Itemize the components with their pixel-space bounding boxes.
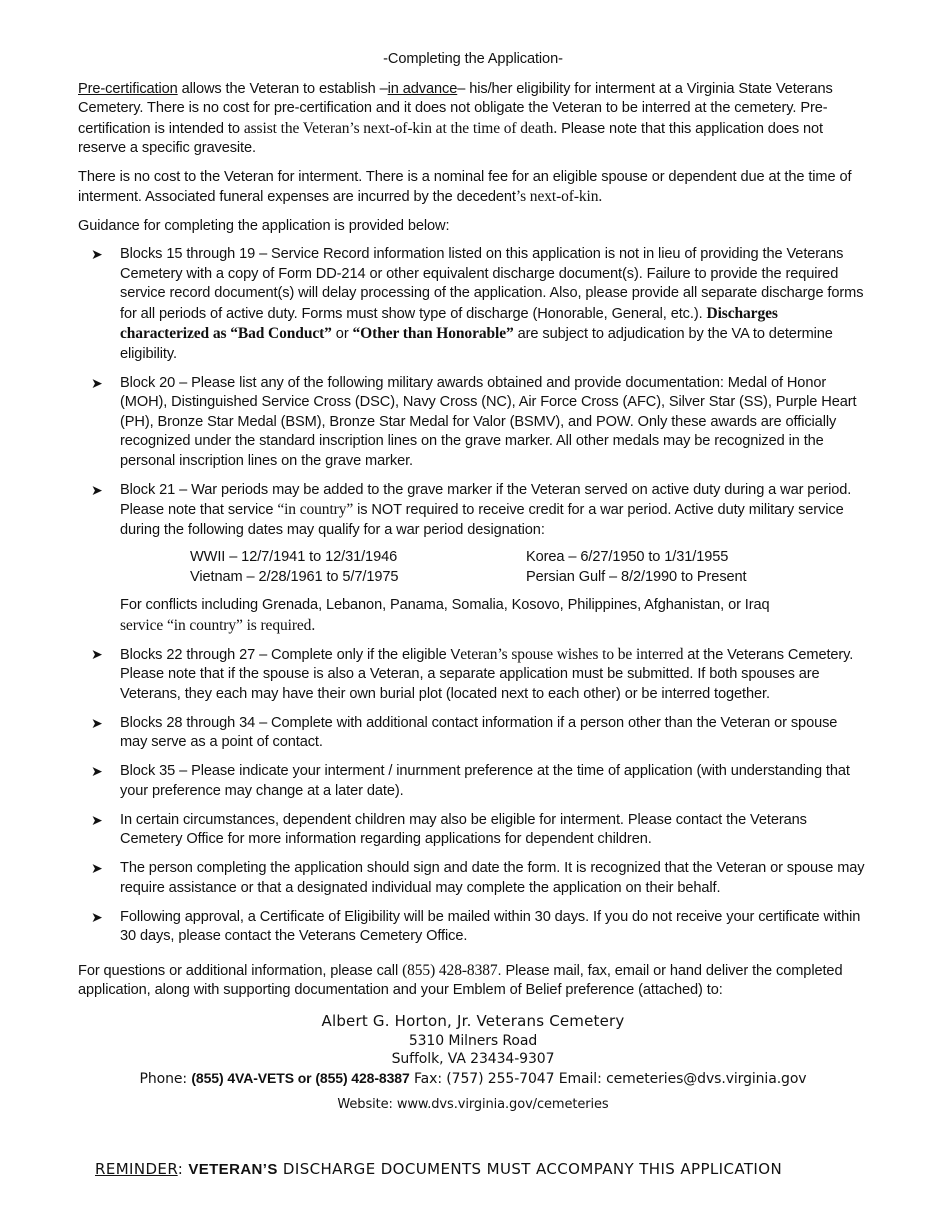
war-period: Persian Gulf – 8/2/1990 to Present: [526, 568, 747, 585]
arrow-bullet-icon: ➤: [91, 714, 103, 731]
arrow-bullet-icon: ➤: [91, 374, 103, 391]
cemetery-name: Albert G. Horton, Jr. Veterans Cemetery: [321, 1011, 625, 1030]
arrow-bullet-icon: ➤: [91, 811, 103, 828]
list-item: ➤ In certain circumstances, dependent children may also be eligible for interment. Please contact the Veterans Cemetery Office for more information regarding applications for dependent children.: [91, 811, 807, 847]
list-item: ➤ Block 21 – War periods may be added to the grave marker if the Veteran served on active duty during a war period. Please note that service “in country” is NOT required to receive credit for a war period. Active duty military service during the following dates may qualify for a war period designation: WWII – 12/7/1941 to 12/31/1946 Korea – 6/27/1950 to 1/31/1955 Vietnam – 2/28/1961 to 5/7/1975 Persian Gulf – 8/2/1990 to Present For conflicts including Grenada, Lebanon, Panama, Somalia, Kosovo, Philippines, Afghanistan, or Iraq service “in country” is required.: [78, 481, 868, 636]
precertification-paragraph: Pre-certification allows the Veteran to establish –in advance– his/her eligibility for interment at a Virginia State Veterans Cemetery. There is no cost for pre-certification and it does not obligate the Veteran to be interred at the cemetery. Pre-certification is intended to assist the Veteran’s next-of-kin at the time of death. Please note that this application does not reserve a specific gravesite.: [78, 80, 833, 156]
phone-number: (855) 4VA-VETS or (855) 428-8387: [191, 1069, 410, 1086]
page-title: -Completing the Application-: [383, 51, 563, 67]
fax-email: Fax: (757) 255-7047 Email: cemeteries@dvs.virginia.gov: [409, 1070, 807, 1087]
street-address: 5310 Milners Road: [408, 1032, 538, 1049]
reminder-banner: REMINDER: VETERAN’S DISCHARGE DOCUMENTS MUST ACCOMPANY THIS APPLICATION: [95, 1160, 783, 1178]
city-state-zip: Suffolk, VA 23434-9307: [391, 1050, 555, 1067]
list-item: ➤ Blocks 28 through 34 – Complete with additional contact information if a person other than the Veteran or spouse may serve as a point of contact.: [91, 714, 838, 750]
arrow-bullet-icon: ➤: [91, 481, 103, 498]
guidance-list: [78, 245, 868, 947]
arrow-bullet-icon: ➤: [91, 908, 103, 925]
arrow-bullet-icon: ➤: [91, 645, 103, 662]
war-periods-table: [190, 548, 868, 587]
website-line: Website: www.dvs.virginia.gov/cemeteries: [337, 1096, 609, 1112]
list-item: ➤ Block 35 – Please indicate your interment / inurnment preference at the time of application (with understanding that your preference may change at a later date).: [91, 763, 850, 799]
list-item: ➤ Blocks 22 through 27 – Complete only if the eligible Veteran’s spouse wishes to be interred at the Veterans Cemetery. Please note that if the spouse is also a Veteran, a separate application must be submitted. If both spouses are Veterans, they each may have their own burial plot (located next to each other) or be interred together.: [91, 645, 854, 702]
list-item: ➤ Blocks 15 through 19 – Service Record information listed on this application is not in lieu of providing the Veterans Cemetery with a copy of Form DD-214 or other equivalent discharge document(s). Failure to provide the required service record document(s) will delay processing of the application. Also, please provide all separate discharge forms for all periods of active duty. Forms must show type of discharge (Honorable, General, etc.). Discharges characterized as “Bad Conduct” or “Other than Honorable” are subject to adjudication by the VA to determine eligibility.: [91, 246, 864, 362]
list-item: ➤ The person completing the application should sign and date the form. It is recognized that the Veteran or spouse may require assistance or that a designated individual may complete the application on their behalf.: [91, 860, 865, 896]
arrow-bullet-icon: ➤: [91, 860, 103, 876]
war-period: Vietnam – 2/28/1961 to 5/7/1975: [190, 568, 399, 585]
arrow-bullet-icon: ➤: [91, 246, 103, 262]
arrow-bullet-icon: ➤: [91, 763, 103, 779]
phone-fax-email-row: Phone: (855) 4VA-VETS or (855) 428-8387 Fax: (757) 255-7047 Email: cemeteries@dvs.virginia.gov: [139, 1069, 807, 1087]
conflicts-note: For conflicts including Grenada, Lebanon, Panama, Somalia, Kosovo, Philippines, Afghanistan, or Iraq: [120, 597, 770, 613]
guidance-paragraph: Guidance for completing the application is provided below:: [78, 217, 450, 234]
list-item: ➤ Block 20 – Please list any of the following military awards obtained and provide documentation: Medal of Honor (MOH), Distinguished Service Cross (DSC), Navy Cross (NC), Air Force Cross (AFC), Silver Star (SS), Purple Heart (PH), Bronze Star Medal (BSM), Bronze Star Medal for Valor (BSMV), and POW. Only these awards are officially recognized under the standard inscription lines on the grave marker. All other medals may be recognized in the personal inscription lines on the grave marker.: [91, 374, 857, 469]
contact-paragraph: For questions or additional information, please call (855) 428-8387. Please mail, fax, email or hand deliver the completed application, along with supporting documentation and your Emblem of Belief preference (attached) to:: [78, 961, 843, 998]
document-page: [78, 50, 868, 1115]
cemetery-address-block: [78, 1011, 868, 1115]
in-advance-term: in advance: [387, 80, 458, 97]
list-item: ➤ Following approval, a Certificate of Eligibility will be mailed within 30 days. If you do not receive your certificate within 30 days, please contact the Veterans Cemetery Office.: [91, 908, 861, 944]
in-country-note: service “in country” is required.: [120, 616, 316, 634]
precertification-term: Pre-certification: [78, 80, 178, 97]
war-period: WWII – 12/7/1941 to 12/31/1946: [190, 549, 398, 565]
war-period: Korea – 6/27/1950 to 1/31/1955: [526, 549, 729, 565]
interment-cost-paragraph: There is no cost to the Veteran for interment. There is a nominal fee for an eligible spouse or dependent due at the time of interment. Associated funeral expenses are incurred by the decedent’s next-of-kin.: [78, 168, 852, 205]
